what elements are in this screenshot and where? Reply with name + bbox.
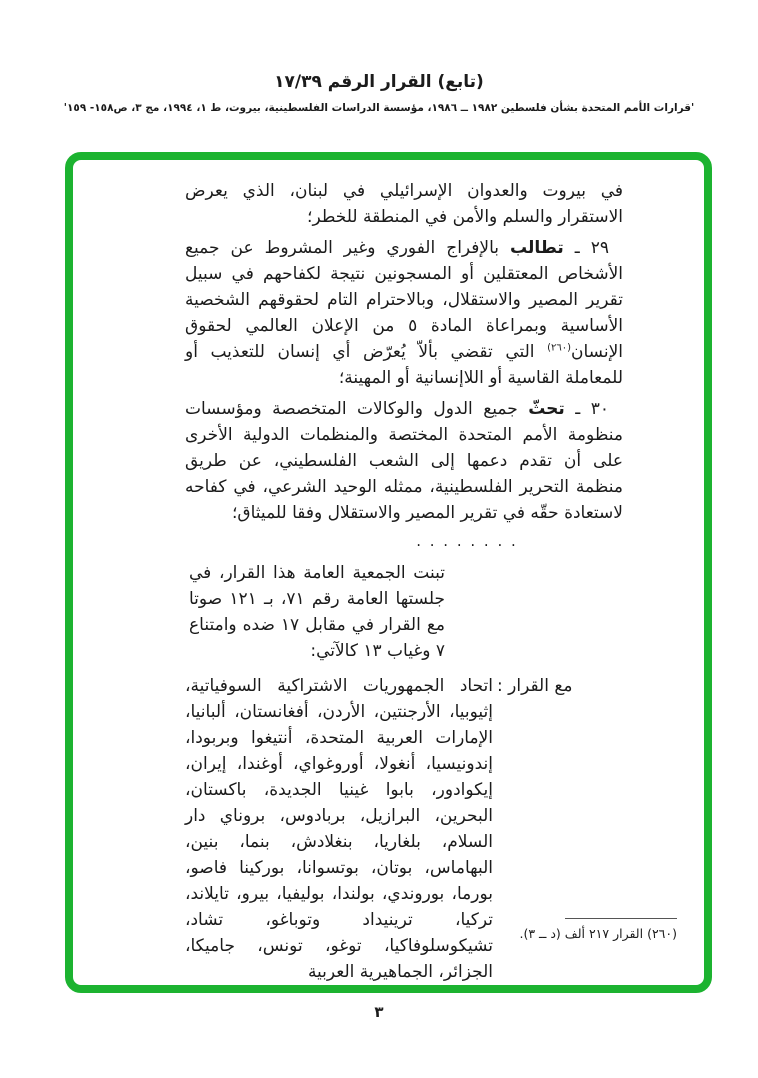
resolution-text-block [185,178,623,985]
ellipsis-separator: . . . . . . . . [416,532,518,550]
citation-line: 'قرارات الأمم المتحدة بشأن فلسطين ١٩٨٢ ــ ١٩٨٦، مؤسسة الدراسات الفلسطينية، بيروت، ط ١، ١٩٩٤، مج ٣، ص١٥٨- ١٥٩' [63,102,695,114]
page-number: ٣ [374,1003,384,1021]
clause-30-number: ٣٠ ـ [564,399,609,419]
footnote-block [519,918,677,942]
footnote-reference-260: (٢٦٠) [547,342,572,354]
footnote-divider [565,918,677,919]
clause-29-text-after-ref: التي تقضي بألاّ يُعرّض أي إنسان للتعذيب أو للمعاملة القاسية أو اللاإنسانية أو المهينة؛ [185,342,623,388]
page-title: (تابع) القرار الرقم ١٧/٣٩ [274,72,484,92]
clause-29-number: ٢٩ ـ [563,238,609,258]
paragraph-continuation: في بيروت والعدوان الإسرائيلي في لبنان، الذي يعرض الاستقرار والسلم والأمن في المنطقة للخطر؛ [185,181,623,227]
adoption-summary: تبنت الجمعية العامة هذا القرار، في جلستها العامة رقم ٧١، بـ ١٢١ صوتا مع القرار في مقابل ١٧ ضده وامتناع ٧ وغياب ١٣ كالآتي: [189,563,445,661]
vote-with-label: مع القرار : [497,676,573,696]
footnote-text: (٢٦٠) القرار ٢١٧ ألف (د ــ ٣). [519,926,677,941]
paragraph-clause-29 [185,235,623,391]
clause-29-verb: تطالب [510,238,564,258]
paragraph-clause-30 [185,396,623,526]
clause-30-text: جميع الدول والوكالات المتخصصة ومؤسسات منظومة الأمم المتحدة المختصة والمنظمات الدولية الأخرى على أن تقدم دعمها إلى الشعب الفلسطيني، عن طريق منظمة التحرير الفلسطينية، ممثله الوحيد الشرعي، في كفاحه لاستعادة حقّه في تقرير المصير والاستقلال وفقا للميثاق؛ [185,399,623,523]
clause-29-text: بالإفراج الفوري وغير المشروط عن جميع الأشخاص المعتقلين أو المسجونين نتيجة لكفاحهم في سبيل تقرير المصير والاستقلال، وبالاحترام التام لحقوقهم الشخصية الأساسية وبمراعاة المادة ٥ من الإعلان العالمي لحقوق الإنسان [185,238,623,362]
clause-30-verb: تحثّ [528,399,565,419]
vote-with-countries: اتحاد الجمهوريات الاشتراكية السوفياتية، إثيوبيا، الأرجنتين، الأردن، أفغانستان، ألبانيا، الإمارات العربية المتحدة، أنتيغوا وبربودا، إندونيسيا، أنغولا، أوروغواي، أوغندا، إيران، إيكوادور، بابوا غينيا الجديدة، باكستان، البحرين، البرازيل، بربادوس، بروناي دار السلام، بلغاريا، بنغلادش، بنما، بنين، البهاماس، بوتان، بوتسوانا، بوركينا فاصو، بورما، بوروندي، بولندا، بوليفيا، بيرو، تايلاند، تركيا، ترينيداد وتوباغو، تشاد، تشيكوسلوفاكيا، توغو، تونس، جاميكا، الجزائر، الجماهيرية العربية [185,676,493,982]
resolution-highlight-box [65,152,712,993]
